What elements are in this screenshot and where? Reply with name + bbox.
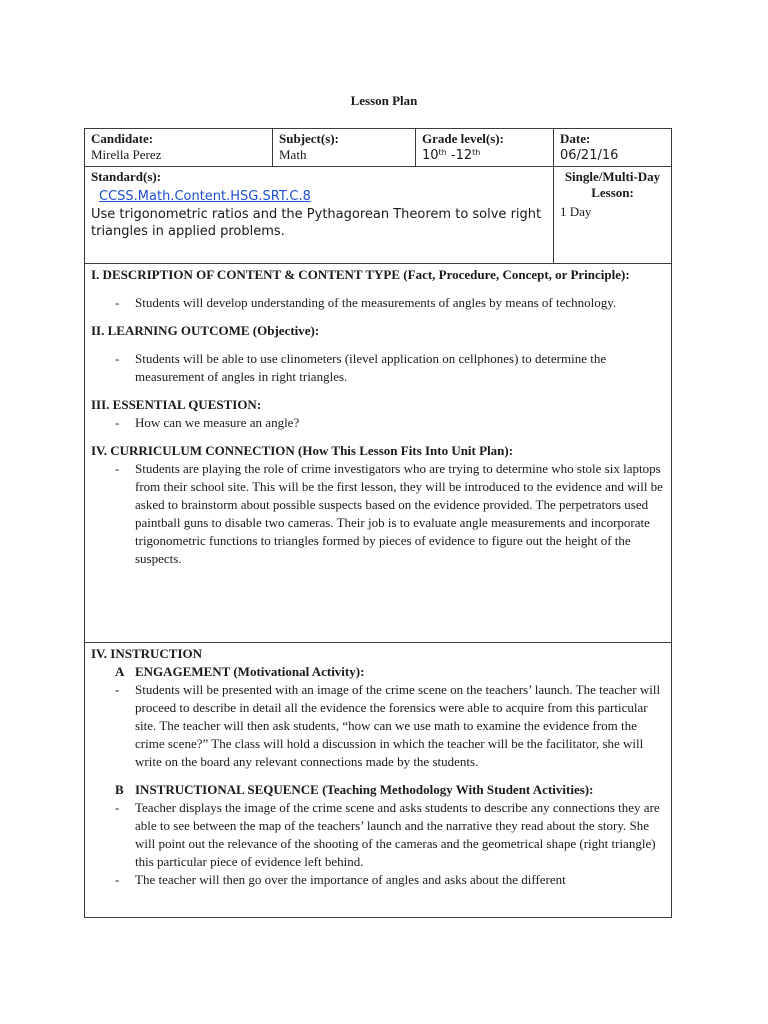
subject-label: Subject(s): (279, 131, 339, 146)
bullet-dash: - (115, 800, 120, 815)
sequence-letter: B (115, 782, 124, 797)
engagement-bullet: Students will be presented with an image of the crime scene on the teachers’ launch. The teacher will proceed to describe in detail all the evidence the forensics were able to acquire from this particular site. The teacher will then ask students, “how can we use math to examine the evidence from the crime scene?” The class will hold a discussion in which the teacher will be the facilitator, she will write on the board any relevant connections made by the students. (135, 682, 661, 769)
date-cell (554, 129, 672, 167)
content-row (85, 264, 672, 643)
list-item (91, 681, 665, 771)
standard-text: Use trigonometric ratios and the Pythagorean Theorem to solve right triangles in applied problems. (91, 207, 542, 239)
bullet-dash: - (115, 415, 120, 430)
grade-label: Grade level(s): (422, 131, 504, 146)
bullet-dash: - (115, 461, 120, 476)
list-item (91, 414, 665, 432)
sequence-bullet: The teacher will then go over the importance of angles and asks about the different (135, 872, 566, 887)
standard-link[interactable]: CCSS.Math.Content.HSG.SRT.C.8 (99, 189, 311, 204)
engagement-letter: A (115, 664, 125, 679)
sequence-bullet: Teacher displays the image of the crime scene and asks students to describe any connections they are able to see between the map of the teachers’ launch and the narrative they read about the story. She will point out the relevance of the shooting of the cameras and the geometrical shape (right triangle) this particular piece of evidence left behind. (135, 800, 660, 869)
bullet-dash: - (115, 872, 120, 887)
list-item (91, 799, 665, 871)
bullet-dash: - (115, 682, 120, 697)
question-heading: III. ESSENTIAL QUESTION: (91, 397, 262, 412)
description-bullet: Students will develop understanding of the measurements of angles by means of technology. (135, 295, 617, 310)
instruction-cell (85, 643, 672, 918)
curriculum-bullet: Students are playing the role of crime investigators who are trying to determine who stole six laptops from their school site. This will be the first lesson, they will be introduced to the evidence and will be asked to brainstorm about possible suspects based on the evidence provided. The perpetrators used paintball guns to disable two cameras. Their job is to evaluate angle measurements and incorporate trigonometric functions to triangles formed by pieces of evidence to figure out the height of the suspects. (135, 461, 663, 566)
grade-sep: -12 (446, 148, 473, 163)
sequence-title: INSTRUCTIONAL SEQUENCE (Teaching Methodology With Student Activities): (135, 782, 594, 797)
grade-from-sup: th (438, 148, 447, 157)
description-heading: I. DESCRIPTION OF CONTENT & CONTENT TYPE (Fact, Procedure, Concept, or Principle): (91, 267, 630, 282)
bullet-dash: - (115, 295, 120, 310)
grade-value (422, 148, 480, 163)
sequence-subheading (91, 781, 665, 799)
single-multi-day-label: Single/Multi-Day Lesson: (564, 169, 661, 200)
lesson-plan-table (84, 128, 672, 918)
candidate-label: Candidate: (91, 131, 154, 146)
grade-from: 10 (422, 148, 439, 163)
engagement-title: ENGAGEMENT (Motivational Activity): (135, 664, 365, 679)
curriculum-heading: IV. CURRICULUM CONNECTION (How This Lesson Fits Into Unit Plan): (91, 443, 514, 458)
single-multi-day-cell (554, 167, 672, 264)
list-item (91, 871, 665, 889)
instruction-row (85, 643, 672, 918)
grade-cell (416, 129, 554, 167)
standards-row (85, 167, 672, 264)
date-value: 06/21/16 (560, 148, 619, 163)
standards-label: Standard(s): (91, 169, 162, 184)
instruction-heading: IV. INSTRUCTION (91, 646, 203, 661)
content-cell (85, 264, 672, 643)
header-row (85, 129, 672, 167)
standards-cell (85, 167, 554, 264)
single-multi-day-value: 1 Day (560, 204, 592, 219)
bullet-dash: - (115, 351, 120, 366)
outcome-bullet: Students will be able to use clinometers (ilevel application on cellphones) to determine the measurement of angles in right triangles. (135, 351, 607, 384)
list-item (91, 294, 665, 312)
candidate-value: Mirella Perez (91, 147, 162, 162)
list-item (91, 350, 665, 386)
question-bullet: How can we measure an angle? (135, 415, 300, 430)
engagement-subheading (91, 663, 665, 681)
outcome-heading: II. LEARNING OUTCOME (Objective): (91, 323, 320, 338)
list-item (91, 460, 665, 568)
subject-cell (273, 129, 416, 167)
candidate-cell (85, 129, 273, 167)
document-title: Lesson Plan (350, 93, 418, 108)
subject-value: Math (279, 147, 307, 162)
date-label: Date: (560, 131, 591, 146)
grade-to-sup: th (472, 148, 481, 157)
